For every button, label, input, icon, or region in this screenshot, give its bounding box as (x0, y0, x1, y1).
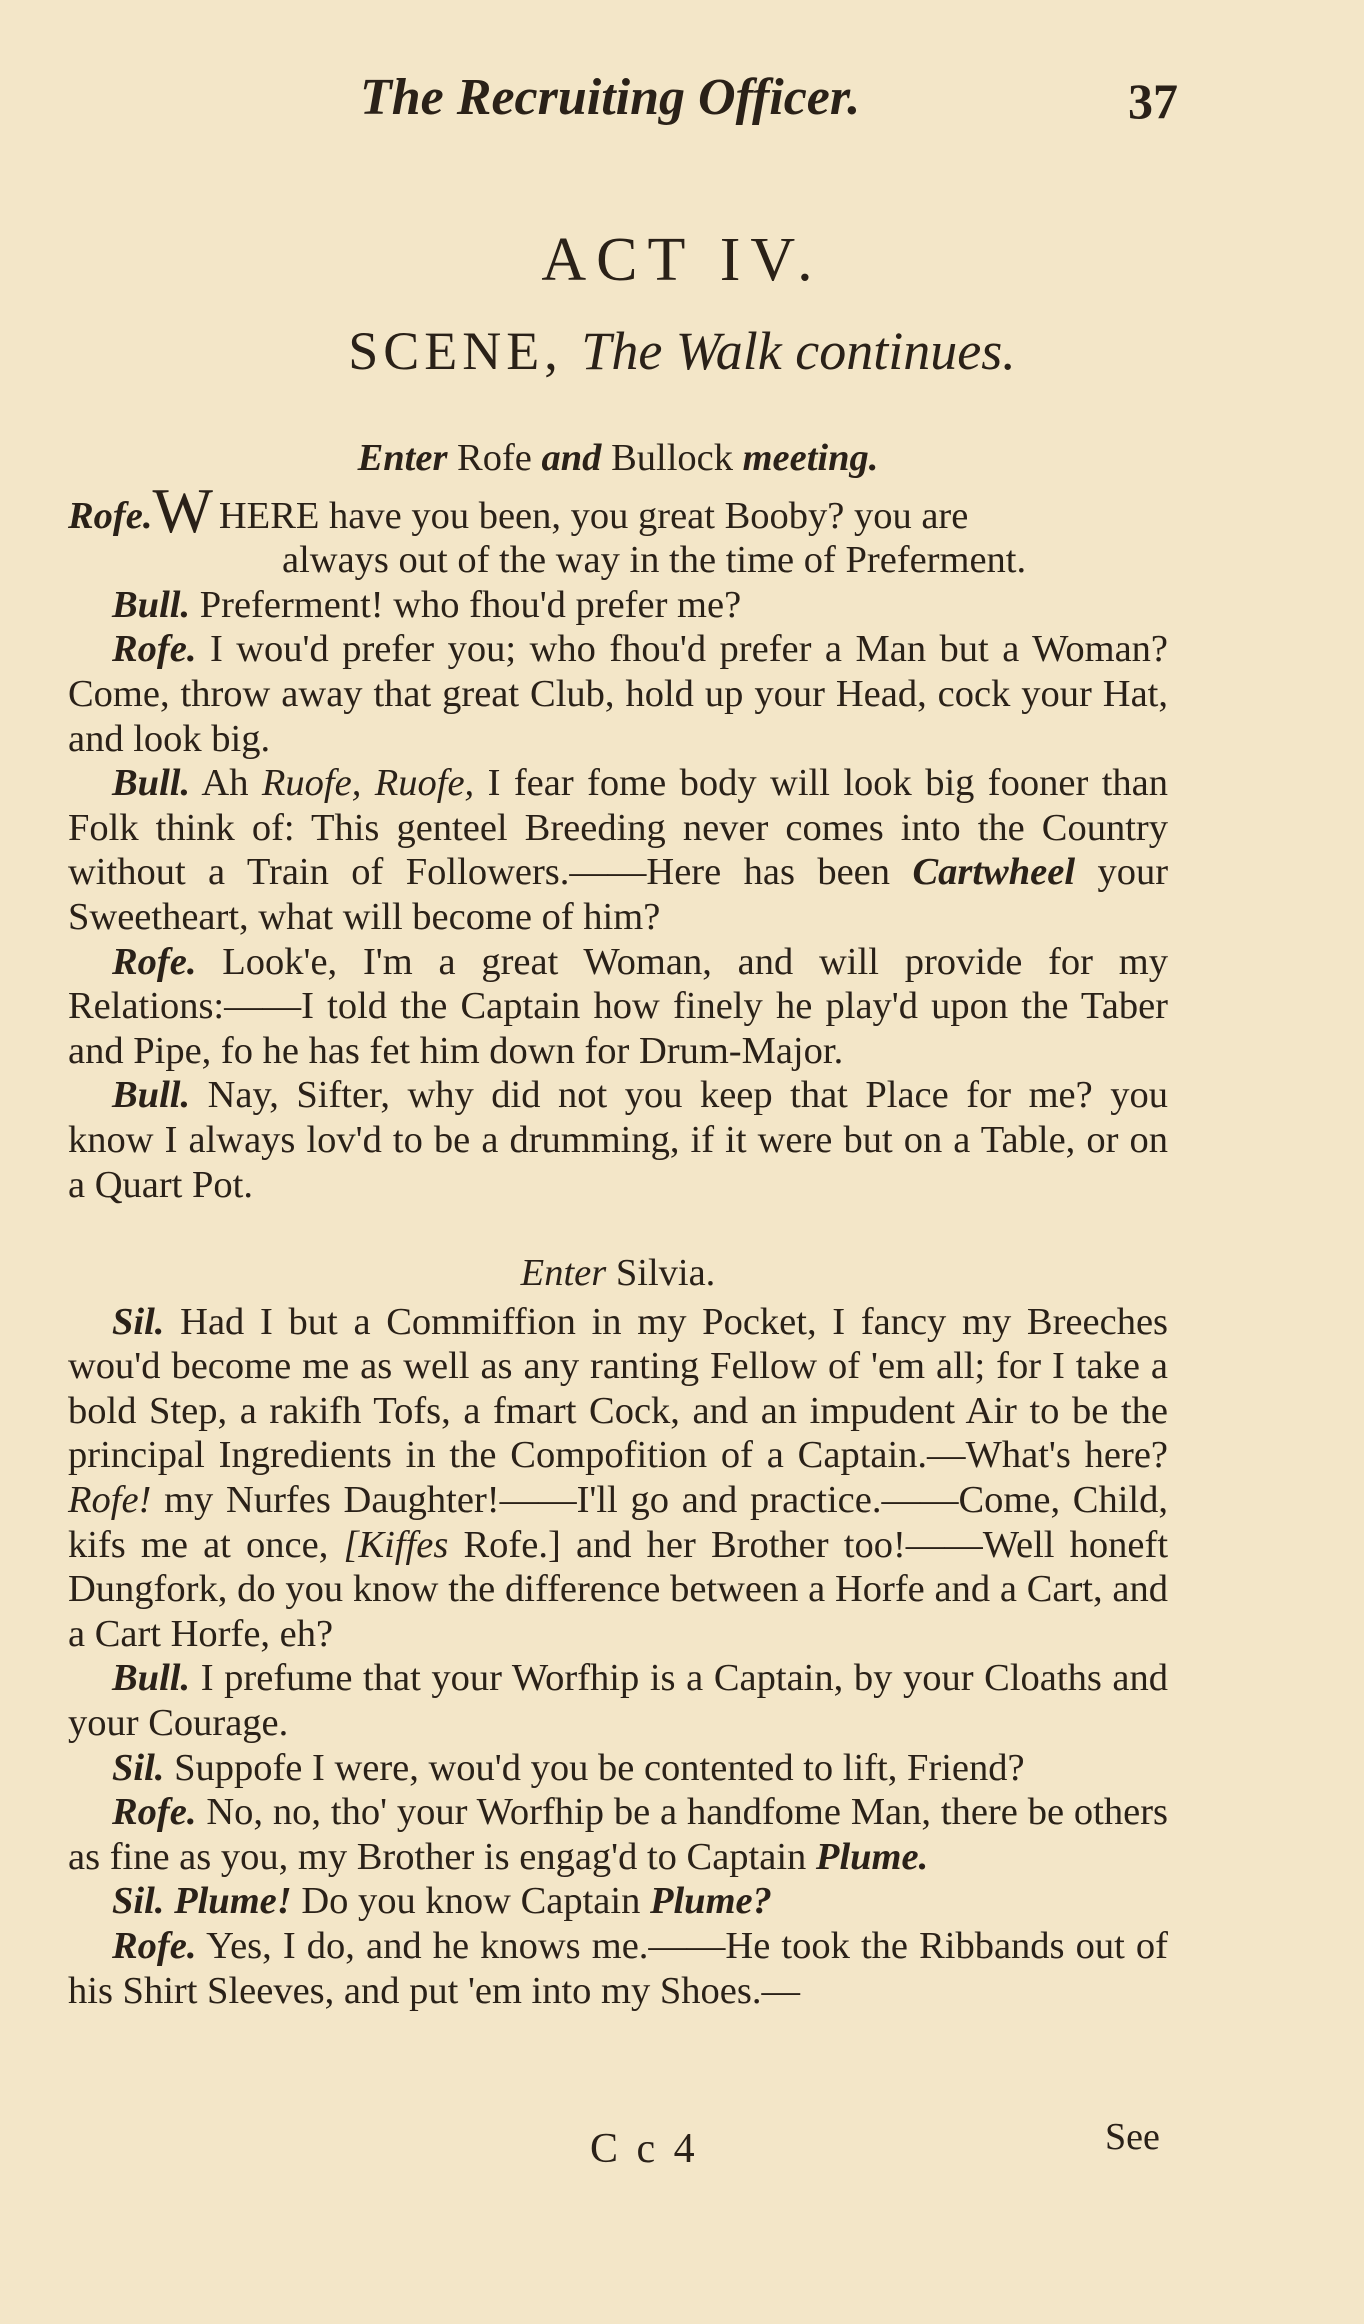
running-head (0, 60, 1364, 140)
speaker-name: Sil. (112, 1300, 165, 1343)
speech-bull (68, 1656, 1168, 1745)
spacer (68, 1207, 1168, 1251)
scene-label: SCENE, (348, 321, 563, 381)
catchword: See (1105, 2116, 1160, 2158)
character-name: Ruofe, Ruofe, (261, 762, 475, 805)
speech-text: Suppofe I were, wou'd you be contented to lift, Friend? (174, 1746, 1025, 1789)
drop-cap: W (152, 474, 213, 546)
speech-text: Do you know Captain (301, 1880, 641, 1923)
stage-direction: Rofe.] (463, 1523, 561, 1566)
scene-heading (0, 320, 1364, 382)
speech-text: Preferment! who fhou'd prefer me? (199, 583, 742, 626)
speech-bull (68, 761, 1168, 939)
character-name: Plume. (815, 1835, 929, 1878)
running-title: The Recruiting Officer. (360, 69, 861, 126)
character-name: Rofe! (68, 1479, 152, 1522)
speech-rose (68, 1924, 1168, 2013)
speaker-name: Bull. (112, 1657, 191, 1700)
speech-bull (68, 1073, 1168, 1207)
speech-text: I wou'd prefer you; who fhou'd prefer a Man but a Woman? Come, throw away that great Club, hold up your Head, cock your Hat, and look big. (68, 628, 1168, 760)
speech-bull (68, 583, 1168, 628)
speech-text: I prefume that your Worfhip is a Captain, by your Cloaths and your Courage. (68, 1657, 1169, 1745)
speech-silvia (68, 1746, 1168, 1791)
speaker-name: Bull. (112, 1074, 191, 1117)
speech-text: No, no, tho' your Worfhip be a handfome Man, there be others as fine as you, my Brother is engag'd to Captain (68, 1791, 1169, 1878)
and-word: and (541, 437, 602, 479)
opening-line (68, 474, 1168, 546)
scene-setting: The Walk continues. (581, 321, 1016, 381)
character-name: Silvia. (615, 1252, 716, 1295)
character-name: Plume! (174, 1880, 292, 1923)
speech-text: Ah (201, 762, 249, 805)
speaker-name: Sil. (112, 1880, 165, 1923)
speaker-name: Rofe. (112, 1791, 197, 1834)
speech-text: Nay, Sifter, why did not you keep that Place for me? you know I always lov'd to be a drumming, if it were but on a Table, or on a Quart Pot. (68, 1074, 1168, 1206)
speech-silvia (68, 1879, 1168, 1924)
act-heading: ACT IV. (541, 226, 823, 294)
character-name: Rofe (457, 437, 532, 479)
speaker-name: Rofe. (112, 940, 197, 983)
speaker-name: Sil. (112, 1746, 165, 1789)
speaker-name: Rofe. (112, 1925, 197, 1967)
enter-word: Enter (357, 437, 448, 479)
speaker-name: Rofe. (112, 628, 197, 671)
speech-text: your Sweetheart, what will become of him? (68, 851, 1169, 938)
speech-text: Look'e, I'm a great Woman, and will provide for my Relations:——I told the Captain how finely he play'd upon the Taber and Pipe, fo he has fet him down for Drum-Major. (68, 940, 1168, 1072)
speech-text: my Nurfes Daughter!——I'll go and practice.——Come, Child, kifs me at once, (68, 1479, 1168, 1566)
speech-silvia (68, 1300, 1168, 1657)
signature-mark: C c 4 (590, 2126, 699, 2172)
speech-text: Had I but a Commiffion in my Pocket, I fancy my Breeches wou'd become me as well as any ranting Fellow of 'em all; for I take a bold Step, a rakifh Tofs, a fmart Cock, and an impudent Air to be the principal Ingredients in the Compofition of a Captain.—What's here? (68, 1300, 1169, 1477)
speech-rose (68, 627, 1168, 761)
speech-text: I fear fome body will look big fooner than Folk think of: This genteel Breeding never comes into the Country without a Train of Followers.——Here has been (68, 762, 1168, 894)
meeting-word: meeting. (742, 437, 879, 479)
speech-text: always out of the way in the time of Preferment. (282, 539, 1027, 582)
stage-direction-entry (68, 1251, 1168, 1296)
speech-rose (68, 1790, 1168, 1879)
speaker-name: Rofe. (68, 494, 153, 537)
play-text (68, 436, 1168, 2013)
speech-rose-opening (68, 474, 1168, 583)
character-name: Plume? (649, 1880, 772, 1923)
speech-text: and her Brother too!——Well honeft Dungfork, do you know the difference between a Horfe and a Cart, and a Cart Horfe, eh? (68, 1523, 1169, 1655)
stage-direction: [Kiffes (343, 1523, 449, 1566)
speech-text: Yes, I do, and he knows me.——He took the Ribbands out of his Shirt Sleeves, and put 'em into my Shoes.— (68, 1925, 1168, 2012)
speech-rose (68, 940, 1168, 1074)
character-name: Bullock (611, 437, 733, 479)
speaker-name: Bull. (112, 762, 191, 805)
speaker-name: Bull. (112, 583, 191, 626)
page-number: 37 (1128, 73, 1178, 129)
character-name: Cartwheel (912, 851, 1076, 894)
enter-word: Enter (520, 1252, 607, 1295)
speech-text: HERE have you been, you great Booby? you are (218, 494, 969, 537)
stage-direction-entry (68, 436, 1168, 481)
